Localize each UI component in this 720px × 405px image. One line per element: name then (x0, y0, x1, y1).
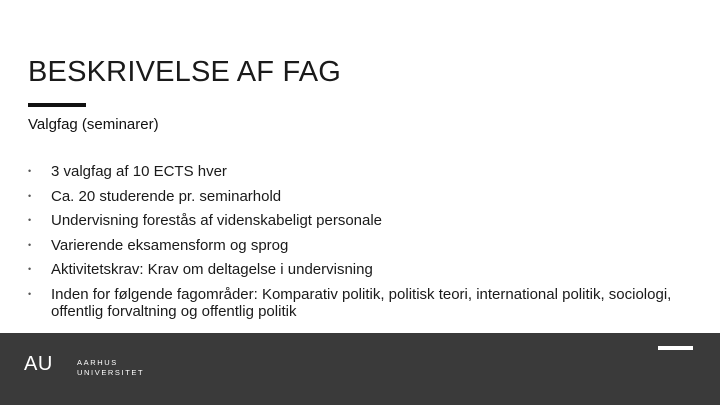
slide-subtitle: Valgfag (seminarer) (28, 116, 159, 133)
bullet-text: Undervisning forestås af videnskabeligt personale (51, 212, 383, 230)
university-name-line1: AARHUS (77, 358, 118, 367)
au-logo: AU (24, 353, 53, 375)
bullet-item (28, 188, 688, 205)
footer-accent-line (658, 346, 693, 350)
bullet-icon: • (28, 215, 32, 226)
slide-title: BESKRIVELSE AF FAG (28, 56, 342, 88)
bullet-text: Aktivitetskrav: Krav om deltagelse i undervisning (51, 261, 373, 279)
bullet-icon: • (28, 166, 32, 176)
bullet-text: Ca. 20 studerende pr. seminarhold (51, 187, 282, 205)
bullet-item (28, 286, 688, 320)
bullet-icon: • (28, 239, 32, 250)
bullet-item (28, 212, 688, 229)
bullet-item (28, 237, 688, 254)
university-name (77, 358, 144, 378)
bullet-list (28, 163, 688, 328)
university-name-line2: UNIVERSITET (77, 368, 145, 377)
bullet-item (28, 163, 688, 180)
bullet-text: Varierende eksamensform og sprog (51, 236, 289, 254)
bullet-item (28, 261, 688, 278)
bullet-text: Inden for følgende fagområder: Komparativ politik, politisk teori, international politik, sociologi, offentlig forvaltning og offentlig politik (51, 285, 672, 320)
bullet-icon: • (28, 190, 32, 201)
title-underline (28, 103, 86, 107)
bullet-icon: • (28, 288, 32, 299)
footer-bar (0, 333, 720, 405)
bullet-icon: • (28, 264, 32, 275)
bullet-text: 3 valgfag af 10 ECTS hver (51, 163, 227, 180)
